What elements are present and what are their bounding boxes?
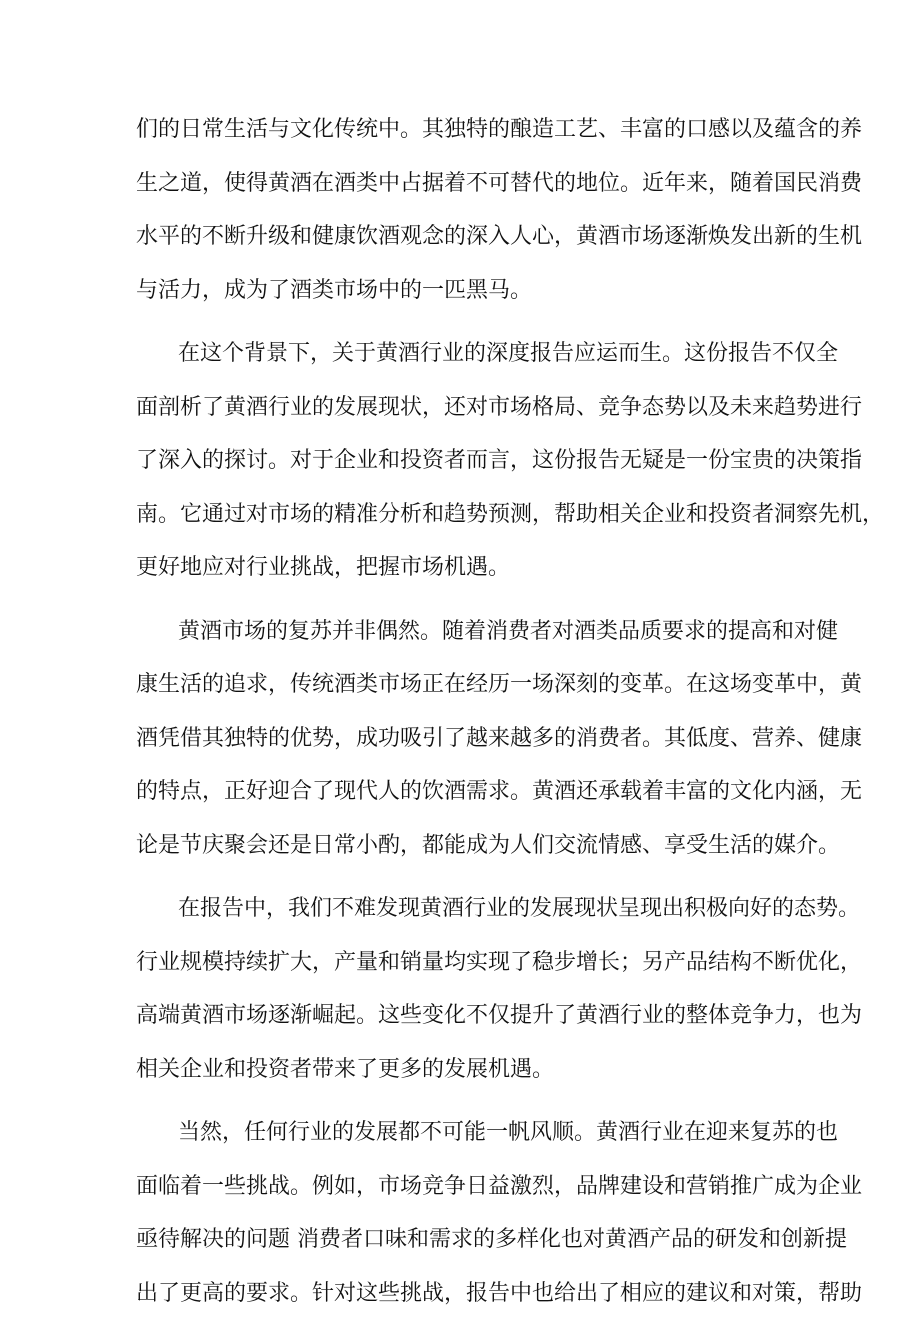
text-line: 出了更高的要求。针对这些挑战，报告中也给出了相应的建议和对策，帮助 xyxy=(136,1280,863,1306)
paragraph xyxy=(136,882,863,1096)
text-line: 的特点，正好迎合了现代人的饮酒需求。黄酒还承载着丰富的文化内涵，无 xyxy=(136,779,863,804)
text-line: 黄酒市场的复苏并非偶然。随着消费者对酒类品质要求的提高和对健 xyxy=(178,618,839,644)
text-line: 相关企业和投资者带来了更多的发展机遇。 xyxy=(136,1056,555,1082)
paragraph xyxy=(136,605,863,873)
text-line: 在报告中，我们不难发现黄酒行业的发展现状呈现出积极向好的态势。 xyxy=(178,896,861,921)
text-line: 了深入的探讨。对于企业和投资者而言，这份报告无疑是一份宝贵的决策指 xyxy=(136,448,863,473)
text-line: 水平的不断升级和健康饮酒观念的深入人心，黄酒市场逐渐焕发出新的生机 xyxy=(136,224,863,249)
text-line: 论是节庆聚会还是日常小酌，都能成为人们交流情感、享受生活的媒介。 xyxy=(136,832,841,858)
text-line: 面临着一些挑战。例如，市场竞争日益激烈，品牌建设和营销推广成为企业 xyxy=(136,1173,863,1199)
text-line: 生之道，使得黄酒在酒类中占据着不可替代的地位。近年来，随着国民消费 xyxy=(136,170,863,196)
text-line: 在这个背景下，关于黄酒行业的深度报告应运而生。这份报告不仅全 xyxy=(178,341,839,366)
paragraph xyxy=(136,327,885,595)
text-line: 南。它通过对市场的精准分析和趋势预测，帮助相关企业和投资者洞察先机， xyxy=(136,501,885,527)
paragraph xyxy=(136,1106,863,1320)
text-line: 亟待解决的问题 消费者口味和需求的多样化也对黄酒产品的研发和创新提 xyxy=(136,1227,847,1252)
text-line: 高端黄酒市场逐渐崛起。这些变化不仅提升了黄酒行业的整体竞争力，也为 xyxy=(136,1003,863,1028)
paragraph xyxy=(136,103,863,317)
text-line: 康生活的追求，传统酒类市场正在经历一场深刻的变革。在这场变革中，黄 xyxy=(136,672,863,697)
text-line: 们的日常生活与文化传统中。其独特的酿造工艺、丰富的口感以及蕴含的养 xyxy=(136,117,863,142)
text-line: 酒凭借其独特的优势，成功吸引了越来越多的消费者。其低度、营养、健康 xyxy=(136,725,863,751)
text-line: 当然，任何行业的发展都不可能一帆风顺。黄酒行业在迎来复苏的也 xyxy=(178,1120,839,1145)
text-line: 面剖析了黄酒行业的发展现状，还对市场格局、竞争态势以及未来趋势进行 xyxy=(136,394,863,420)
text-line: 更好地应对行业挑战，把握市场机遇。 xyxy=(136,555,511,580)
document-body xyxy=(136,103,885,1330)
text-line: 行业规模持续扩大，产量和销量均实现了稳步增长；另产品结构不断优化， xyxy=(136,949,863,975)
text-line: 与活力，成为了酒类市场中的一匹黑马。 xyxy=(136,277,533,303)
